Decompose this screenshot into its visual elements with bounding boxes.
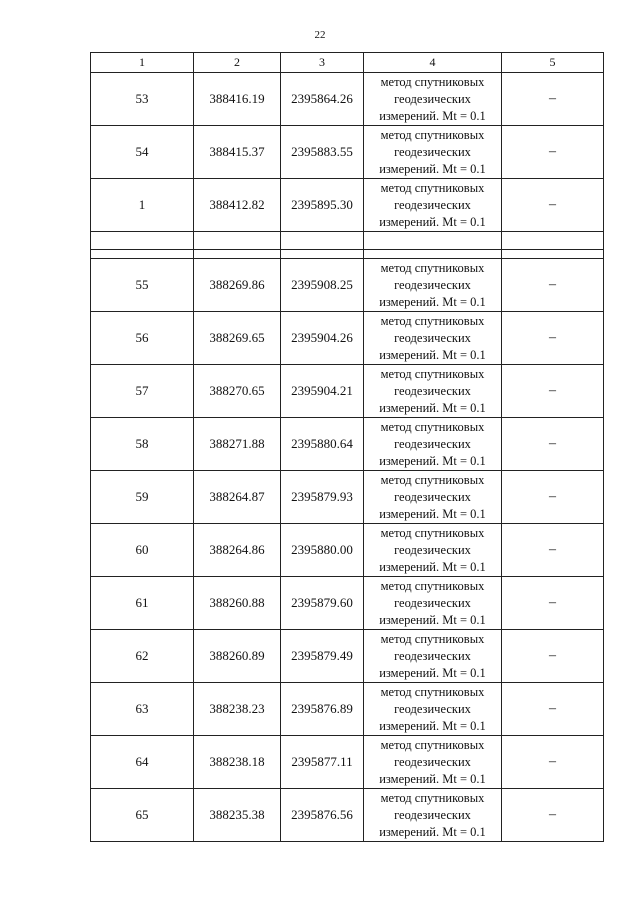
- column-5-cell: –: [502, 789, 604, 842]
- point-number-cell: 64: [91, 736, 194, 789]
- column-5-cell: –: [502, 471, 604, 524]
- method-line: геодезических: [394, 648, 471, 663]
- header-col-2: 2: [194, 53, 281, 73]
- column-5-cell: –: [502, 73, 604, 126]
- method-line: измерений. Mt = 0.1: [379, 453, 486, 468]
- y-coordinate-cell: 2395880.64: [281, 418, 364, 471]
- x-coordinate-cell: 388264.86: [194, 524, 281, 577]
- table-row: [91, 365, 604, 418]
- method-line: измерений. Mt = 0.1: [379, 347, 486, 362]
- y-coordinate-cell: 2395876.56: [281, 789, 364, 842]
- method-cell: [364, 630, 502, 683]
- table-header-row: [91, 53, 604, 73]
- y-coordinate-cell: 2395880.00: [281, 524, 364, 577]
- method-line: метод спутниковых: [380, 525, 485, 540]
- method-line: измерений. Mt = 0.1: [379, 771, 486, 786]
- method-line: метод спутниковых: [380, 313, 485, 328]
- separator-cell: [281, 232, 364, 250]
- method-cell: [364, 418, 502, 471]
- method-cell: [364, 471, 502, 524]
- table-row: [91, 418, 604, 471]
- method-line: метод спутниковых: [380, 260, 485, 275]
- column-5-cell: –: [502, 312, 604, 365]
- method-line: геодезических: [394, 91, 471, 106]
- column-5-cell: –: [502, 259, 604, 312]
- method-line: геодезических: [394, 383, 471, 398]
- method-line: метод спутниковых: [380, 684, 485, 699]
- separator-row: [91, 250, 604, 259]
- y-coordinate-cell: 2395879.93: [281, 471, 364, 524]
- table-row: [91, 179, 604, 232]
- point-number-cell: 61: [91, 577, 194, 630]
- method-line: измерений. Mt = 0.1: [379, 506, 486, 521]
- point-number-cell: 59: [91, 471, 194, 524]
- table-row: [91, 577, 604, 630]
- point-number-cell: 57: [91, 365, 194, 418]
- method-line: метод спутниковых: [380, 472, 485, 487]
- table-row: [91, 126, 604, 179]
- header-col-3: 3: [281, 53, 364, 73]
- x-coordinate-cell: 388260.88: [194, 577, 281, 630]
- column-5-cell: –: [502, 418, 604, 471]
- y-coordinate-cell: 2395904.26: [281, 312, 364, 365]
- separator-cell: [502, 232, 604, 250]
- column-5-cell: –: [502, 577, 604, 630]
- method-line: измерений. Mt = 0.1: [379, 294, 486, 309]
- x-coordinate-cell: 388260.89: [194, 630, 281, 683]
- method-line: геодезических: [394, 277, 471, 292]
- column-5-cell: –: [502, 683, 604, 736]
- table-row: [91, 259, 604, 312]
- method-line: геодезических: [394, 754, 471, 769]
- method-line: измерений. Mt = 0.1: [379, 559, 486, 574]
- point-number-cell: 53: [91, 73, 194, 126]
- table-row: [91, 471, 604, 524]
- method-line: метод спутниковых: [380, 790, 485, 805]
- column-5-cell: –: [502, 736, 604, 789]
- y-coordinate-cell: 2395877.11: [281, 736, 364, 789]
- point-number-cell: 54: [91, 126, 194, 179]
- method-cell: [364, 736, 502, 789]
- method-line: геодезических: [394, 701, 471, 716]
- separator-cell: [91, 232, 194, 250]
- table-row: [91, 630, 604, 683]
- method-line: метод спутниковых: [380, 180, 485, 195]
- table-row: [91, 312, 604, 365]
- y-coordinate-cell: 2395908.25: [281, 259, 364, 312]
- y-coordinate-cell: 2395879.49: [281, 630, 364, 683]
- method-line: геодезических: [394, 595, 471, 610]
- table-row: [91, 73, 604, 126]
- point-number-cell: 62: [91, 630, 194, 683]
- method-line: геодезических: [394, 197, 471, 212]
- separator-cell: [91, 250, 194, 259]
- method-cell: [364, 312, 502, 365]
- column-5-cell: –: [502, 365, 604, 418]
- x-coordinate-cell: 388271.88: [194, 418, 281, 471]
- y-coordinate-cell: 2395904.21: [281, 365, 364, 418]
- header-col-4: 4: [364, 53, 502, 73]
- column-5-cell: –: [502, 630, 604, 683]
- table-row: [91, 736, 604, 789]
- separator-cell: [194, 232, 281, 250]
- method-cell: [364, 126, 502, 179]
- method-line: геодезических: [394, 330, 471, 345]
- method-line: метод спутниковых: [380, 419, 485, 434]
- method-line: геодезических: [394, 542, 471, 557]
- method-line: измерений. Mt = 0.1: [379, 824, 486, 839]
- method-cell: [364, 577, 502, 630]
- point-number-cell: 58: [91, 418, 194, 471]
- separator-cell: [281, 250, 364, 259]
- method-cell: [364, 683, 502, 736]
- separator-cell: [194, 250, 281, 259]
- point-number-cell: 56: [91, 312, 194, 365]
- column-5-cell: –: [502, 524, 604, 577]
- x-coordinate-cell: 388415.37: [194, 126, 281, 179]
- y-coordinate-cell: 2395895.30: [281, 179, 364, 232]
- table-row: [91, 683, 604, 736]
- method-line: метод спутниковых: [380, 631, 485, 646]
- y-coordinate-cell: 2395864.26: [281, 73, 364, 126]
- column-5-cell: –: [502, 179, 604, 232]
- page-number: 22: [314, 29, 326, 41]
- table-body: [91, 73, 604, 842]
- x-coordinate-cell: 388416.19: [194, 73, 281, 126]
- x-coordinate-cell: 388235.38: [194, 789, 281, 842]
- separator-row: [91, 232, 604, 250]
- point-number-cell: 1: [91, 179, 194, 232]
- method-cell: [364, 179, 502, 232]
- method-line: геодезических: [394, 489, 471, 504]
- method-cell: [364, 524, 502, 577]
- point-number-cell: 63: [91, 683, 194, 736]
- separator-cell: [364, 232, 502, 250]
- method-line: измерений. Mt = 0.1: [379, 400, 486, 415]
- separator-cell: [502, 250, 604, 259]
- x-coordinate-cell: 388269.86: [194, 259, 281, 312]
- method-line: измерений. Mt = 0.1: [379, 612, 486, 627]
- x-coordinate-cell: 388238.23: [194, 683, 281, 736]
- header-col-5: 5: [502, 53, 604, 73]
- method-cell: [364, 365, 502, 418]
- method-line: метод спутниковых: [380, 578, 485, 593]
- x-coordinate-cell: 388238.18: [194, 736, 281, 789]
- x-coordinate-cell: 388412.82: [194, 179, 281, 232]
- method-line: геодезических: [394, 807, 471, 822]
- point-number-cell: 65: [91, 789, 194, 842]
- table-row: [91, 524, 604, 577]
- coordinates-table: [90, 52, 604, 842]
- method-line: геодезических: [394, 144, 471, 159]
- separator-cell: [364, 250, 502, 259]
- method-cell: [364, 789, 502, 842]
- method-line: измерений. Mt = 0.1: [379, 665, 486, 680]
- method-line: измерений. Mt = 0.1: [379, 718, 486, 733]
- x-coordinate-cell: 388269.65: [194, 312, 281, 365]
- table-row: [91, 789, 604, 842]
- method-line: измерений. Mt = 0.1: [379, 161, 486, 176]
- method-cell: [364, 73, 502, 126]
- method-line: измерений. Mt = 0.1: [379, 108, 486, 123]
- y-coordinate-cell: 2395876.89: [281, 683, 364, 736]
- method-line: метод спутниковых: [380, 127, 485, 142]
- method-line: метод спутниковых: [380, 366, 485, 381]
- method-line: метод спутниковых: [380, 74, 485, 89]
- point-number-cell: 55: [91, 259, 194, 312]
- method-line: измерений. Mt = 0.1: [379, 214, 486, 229]
- method-cell: [364, 259, 502, 312]
- y-coordinate-cell: 2395883.55: [281, 126, 364, 179]
- y-coordinate-cell: 2395879.60: [281, 577, 364, 630]
- method-line: геодезических: [394, 436, 471, 451]
- x-coordinate-cell: 388264.87: [194, 471, 281, 524]
- header-col-1: 1: [91, 53, 194, 73]
- method-line: метод спутниковых: [380, 737, 485, 752]
- x-coordinate-cell: 388270.65: [194, 365, 281, 418]
- column-5-cell: –: [502, 126, 604, 179]
- point-number-cell: 60: [91, 524, 194, 577]
